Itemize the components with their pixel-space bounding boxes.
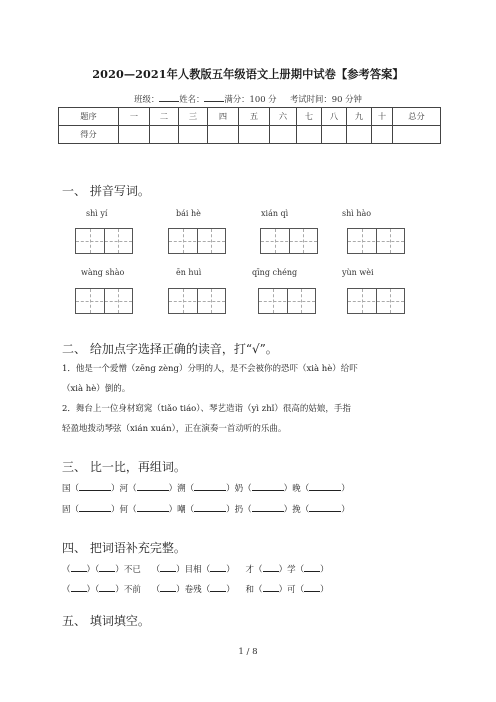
cell: 四 — [208, 108, 239, 126]
answer-blank[interactable] — [252, 481, 284, 491]
answer-blank[interactable] — [71, 582, 87, 592]
section-2-heading: 二、 给加点字选择正确的读音，打“√”。 — [62, 342, 278, 356]
paren: （ — [151, 565, 161, 575]
pinyin: bái hè — [176, 209, 201, 218]
answer-blank[interactable] — [210, 562, 226, 572]
paren: ） — [226, 585, 235, 595]
answer-blank[interactable] — [194, 502, 226, 512]
paren: ） — [86, 565, 96, 575]
paren: （ — [295, 585, 305, 595]
idiom-part: 不已 — [123, 565, 141, 575]
class-blank[interactable] — [159, 92, 179, 102]
full-score: 满分：100 分 — [224, 94, 277, 104]
score-cell[interactable] — [322, 126, 347, 144]
answer-blank[interactable] — [304, 582, 320, 592]
section-4-heading: 四、 把词语补充完整。 — [62, 541, 186, 555]
paren: （ — [70, 484, 80, 494]
section-5-heading: 五、 填词填空。 — [62, 614, 150, 628]
score-cell[interactable] — [179, 126, 208, 144]
score-header-row — [59, 108, 441, 126]
exam-time: 考试时间：90 分钟 — [289, 94, 362, 104]
q4-row-2 — [62, 582, 329, 595]
paren: ） — [168, 505, 178, 515]
paren: （ — [128, 505, 137, 515]
q2-line-4: 轻盈地拨动琴弦（xián xuán），正在演奏一首动听的乐曲。 — [62, 424, 287, 434]
name-blank[interactable] — [204, 92, 224, 102]
q2-line-1: 1．他是一个爱憎（zēng zèng）分明的人，是不会被你的恐吓（xià hè）给吓 — [62, 364, 358, 374]
cell: 二 — [150, 108, 179, 126]
exam-info — [0, 92, 496, 105]
char: 河 — [119, 484, 129, 494]
answer-blank[interactable] — [309, 502, 341, 512]
paren: （ — [243, 484, 252, 494]
cell: 题序 — [59, 108, 119, 126]
paren: （ — [300, 505, 310, 515]
pinyin: xián qì — [261, 209, 289, 218]
score-cell[interactable] — [372, 126, 393, 144]
paren: ） — [111, 505, 120, 515]
section-1-heading: 一、 拼音写词。 — [62, 184, 150, 198]
score-cell[interactable] — [239, 126, 270, 144]
score-value-row — [59, 126, 441, 144]
paren: （ — [62, 585, 71, 595]
char: 奶 — [234, 484, 244, 494]
pinyin: wàng shào — [81, 268, 125, 277]
paren: ） — [115, 565, 124, 575]
writing-grid[interactable] — [75, 228, 133, 254]
paren: （ — [185, 484, 195, 494]
score-cell[interactable] — [347, 126, 372, 144]
paren: （ — [70, 505, 80, 515]
answer-blank[interactable] — [263, 582, 279, 592]
score-cell[interactable] — [119, 126, 150, 144]
writing-grid[interactable] — [347, 288, 405, 314]
paren: （ — [254, 585, 263, 595]
cell: 十 — [372, 108, 393, 126]
writing-grid[interactable] — [258, 288, 316, 314]
paren: ） — [341, 505, 350, 515]
answer-blank[interactable] — [137, 481, 169, 491]
answer-blank[interactable] — [309, 481, 341, 491]
q4-row-1 — [62, 562, 329, 575]
answer-blank[interactable] — [304, 562, 320, 572]
idiom-part: 卷残 — [184, 585, 202, 595]
paren: ） — [320, 565, 329, 575]
pinyin: ēn huì — [176, 268, 202, 277]
score-cell[interactable] — [297, 126, 322, 144]
section-3-heading: 三、 比一比，再组词。 — [62, 460, 186, 474]
answer-blank[interactable] — [137, 502, 169, 512]
answer-blank[interactable] — [99, 562, 115, 572]
char: 晚 — [292, 484, 301, 494]
idiom-part: 学 — [287, 565, 296, 575]
paren: ） — [226, 505, 235, 515]
paren: （ — [201, 585, 211, 595]
pinyin: shì hào — [342, 209, 372, 218]
paren: ） — [226, 484, 235, 494]
paren: ） — [226, 565, 235, 575]
answer-blank[interactable] — [99, 582, 115, 592]
paren: ） — [283, 505, 293, 515]
cell: 八 — [322, 108, 347, 126]
idiom-part: 和 — [245, 585, 255, 595]
answer-blank[interactable] — [71, 562, 87, 572]
writing-grid[interactable] — [168, 288, 226, 314]
paren: （ — [185, 505, 195, 515]
cell: 五 — [239, 108, 270, 126]
score-cell[interactable] — [208, 126, 239, 144]
page-title: 2020—2021年人教版五年级语文上册期中试卷【参考答案】 — [92, 67, 404, 81]
score-cell[interactable] — [393, 126, 441, 144]
pinyin: yùn wèi — [342, 268, 374, 277]
paren: ） — [111, 484, 120, 494]
writing-grid[interactable] — [347, 228, 405, 254]
cell: 得分 — [59, 126, 119, 144]
char: 嘲 — [177, 505, 186, 515]
cell: 一 — [119, 108, 150, 126]
pinyin: shì yí — [86, 209, 108, 218]
answer-blank[interactable] — [160, 562, 176, 572]
cell: 三 — [179, 108, 208, 126]
paren: （ — [151, 585, 161, 595]
char: 何 — [119, 505, 129, 515]
char: 溯 — [177, 484, 186, 494]
paren: ） — [320, 585, 329, 595]
char: 固 — [62, 505, 71, 515]
q2-line-2: （xià hè）倒的。 — [62, 384, 131, 394]
paren: （ — [201, 565, 211, 575]
char: 国 — [62, 484, 71, 494]
pinyin: qīng chéng — [252, 268, 298, 277]
paren: （ — [295, 565, 305, 575]
char: 扔 — [234, 505, 244, 515]
paren: （ — [254, 565, 263, 575]
name-label: 姓名： — [179, 94, 205, 104]
paren: ） — [168, 484, 178, 494]
paren: ） — [341, 484, 350, 494]
paren: （ — [300, 484, 310, 494]
paren: （ — [243, 505, 252, 515]
idiom-part: 目相 — [184, 565, 202, 575]
answer-blank[interactable] — [194, 481, 226, 491]
paren: ） — [115, 585, 124, 595]
cell: 七 — [297, 108, 322, 126]
char: 挽 — [292, 505, 301, 515]
answer-blank[interactable] — [79, 502, 111, 512]
score-cell[interactable] — [270, 126, 297, 144]
page-number: 1 / 8 — [238, 647, 258, 657]
answer-blank[interactable] — [252, 502, 284, 512]
paren: ） — [278, 565, 288, 575]
paren: ） — [278, 585, 288, 595]
score-cell[interactable] — [150, 126, 179, 144]
cell: 九 — [347, 108, 372, 126]
paren: （ — [95, 585, 100, 595]
idiom-part: 才 — [245, 565, 255, 575]
class-label: 班级： — [134, 94, 160, 104]
answer-blank[interactable] — [263, 562, 279, 572]
idiom-part: 不前 — [123, 585, 141, 595]
paren: ） — [176, 565, 185, 575]
score-table — [58, 107, 441, 144]
cell: 六 — [270, 108, 297, 126]
answer-blank[interactable] — [210, 582, 226, 592]
cell: 总分 — [393, 108, 441, 126]
writing-grid[interactable] — [75, 288, 133, 314]
paren: ） — [86, 585, 96, 595]
writing-grid[interactable] — [168, 228, 226, 254]
paren: ） — [283, 484, 293, 494]
q3-row-1 — [62, 481, 350, 494]
writing-grid[interactable] — [260, 228, 318, 254]
paren: （ — [95, 565, 100, 575]
paren: ） — [176, 585, 185, 595]
answer-blank[interactable] — [79, 481, 111, 491]
answer-blank[interactable] — [160, 582, 176, 592]
paren: （ — [128, 484, 137, 494]
paren: （ — [62, 565, 71, 575]
idiom-part: 可 — [287, 585, 296, 595]
q3-row-2 — [62, 502, 350, 515]
q2-line-3: 2．舞台上一位身材窈窕（tiǎo tiáo）、琴艺造诣（yì zhǐ）很高的姑娘，手指 — [62, 404, 351, 414]
